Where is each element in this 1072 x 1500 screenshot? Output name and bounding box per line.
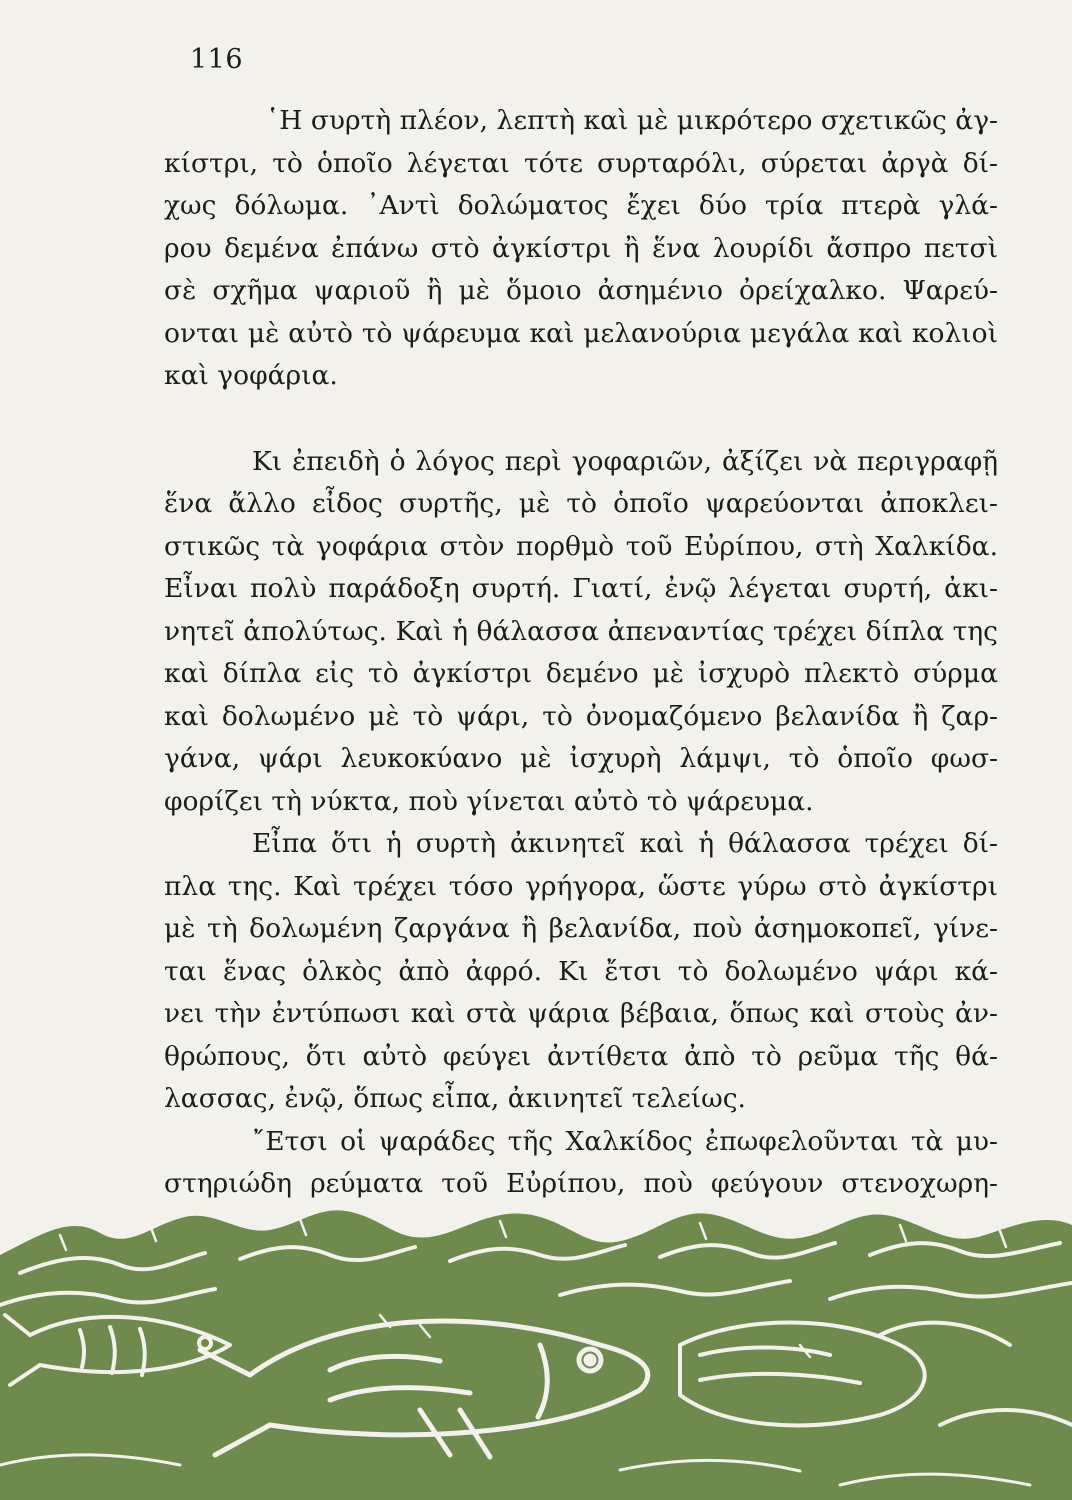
paragraph (164, 823, 998, 1121)
text-line: μὲ τὴ δολωμένη ζαργάνα ἢ βελανίδα, ποὺ ἀσημοκοπεῖ, γίνε- (164, 913, 998, 944)
text-line: ται ἕνας ὁλκὸς ἀπὸ ἀφρό. Κι ἔτσι τὸ δολωμένο ψάρι κά- (164, 955, 998, 987)
sea-waves-fish-illustration (0, 1195, 1072, 1500)
text-line: κίστρι, τὸ ὁποῖο λέγεται τότε συρταρόλι, σύρεται ἀργὰ δί- (164, 147, 998, 179)
text-line: ἕνα ἄλλο εἶδος συρτῆς, μὲ τὸ ὁποῖο ψαρεύονται ἀποκλει- (164, 488, 998, 519)
text-line: Εἶναι πολὺ παράδοξη συρτή. Γιατί, ἐνῷ λέγεται συρτή, ἀκι- (164, 573, 998, 604)
text-line: πλα της. Καὶ τρέχει τόσο γρήγορα, ὥστε γύρω στὸ ἀγκίστρι (164, 870, 998, 902)
paragraph (164, 100, 998, 398)
text-line: χως δόλωμα. ᾿Αντὶ δολώματος ἔχει δύο τρία πτερὰ γλά- (164, 190, 998, 221)
text-line: ῎Ετσι οἱ ψαράδες τῆς Χαλκίδος ἐπωφελοῦνται τὰ μυ- (252, 1125, 998, 1157)
text-line: φορίζει τὴ νύκτα, ποὺ γίνεται αὐτὸ τὸ ψάρευμα. (164, 785, 814, 817)
text-line: θρώπους, ὅτι αὐτὸ φεύγει ἀντίθετα ἀπὸ τὸ ρεῦμα τῆς θά- (164, 1040, 998, 1072)
text-line: καὶ δολωμένο μὲ τὸ ψάρι, τὸ ὀνομαζόμενο βελανίδα ἢ ζαρ- (164, 700, 998, 732)
text-line: λασσας, ἐνῷ, ὅπως εἶπα, ἀκινητεῖ τελείως. (164, 1083, 746, 1114)
text-line: νητεῖ ἀπολύτως. Καὶ ἡ θάλασσα ἀπεναντίας τρέχει δίπλα της (164, 615, 998, 647)
paragraph (164, 1121, 998, 1206)
text-line: Κι ἐπειδὴ ὁ λόγος περὶ γοφαριῶν, ἀξίζει νὰ περιγραφῇ (252, 445, 998, 477)
paragraph (164, 441, 998, 824)
paragraph-gap (164, 398, 998, 441)
text-line: νει τὴν ἐντύπωσι καὶ στὰ ψάρια βέβαια, ὅπως καὶ στοὺς ἀν- (164, 998, 998, 1029)
text-line: καὶ δίπλα εἰς τὸ ἀγκίστρι δεμένο μὲ ἰσχυρὸ πλεκτὸ σύρμα (164, 658, 998, 689)
text-line: ῾Η συρτὴ πλέον, λεπτὴ καὶ μὲ μικρότερο σχετικῶς ἀγ- (266, 105, 998, 136)
text-line: γάνα, ψάρι λευκοκύανο μὲ ἰσχυρὴ λάμψι, τὸ ὁποῖο φωσ- (164, 743, 998, 774)
text-line: καὶ γοφάρια. (164, 360, 338, 391)
text-line: σὲ σχῆμα ψαριοῦ ἢ μὲ ὅμοιο ἀσημένιο ὀρείχαλκο. Ψαρεύ- (164, 275, 998, 306)
text-line: ρου δεμένα ἐπάνω στὸ ἀγκίστρι ἢ ἕνα λουρίδι ἄσπρο πετσὶ (164, 232, 998, 264)
text-line: στικῶς τὰ γοφάρια στὸν πορθμὸ τοῦ Εὐρίπου, στὴ Χαλκίδα. (164, 530, 998, 562)
body-text (164, 100, 998, 1206)
text-line: ονται μὲ αὐτὸ τὸ ψάρευμα καὶ μελανούρια μεγάλα καὶ κολιοὶ (164, 317, 998, 349)
page-number: 116 (190, 44, 244, 75)
text-line: Εἶπα ὅτι ἡ συρτὴ ἀκινητεῖ καὶ ἡ θάλασσα τρέχει δί- (252, 828, 998, 859)
text-line: στηριώδη ρεύματα τοῦ Εὐρίπου, ποὺ φεύγουν στενοχωρη- (164, 1168, 998, 1199)
